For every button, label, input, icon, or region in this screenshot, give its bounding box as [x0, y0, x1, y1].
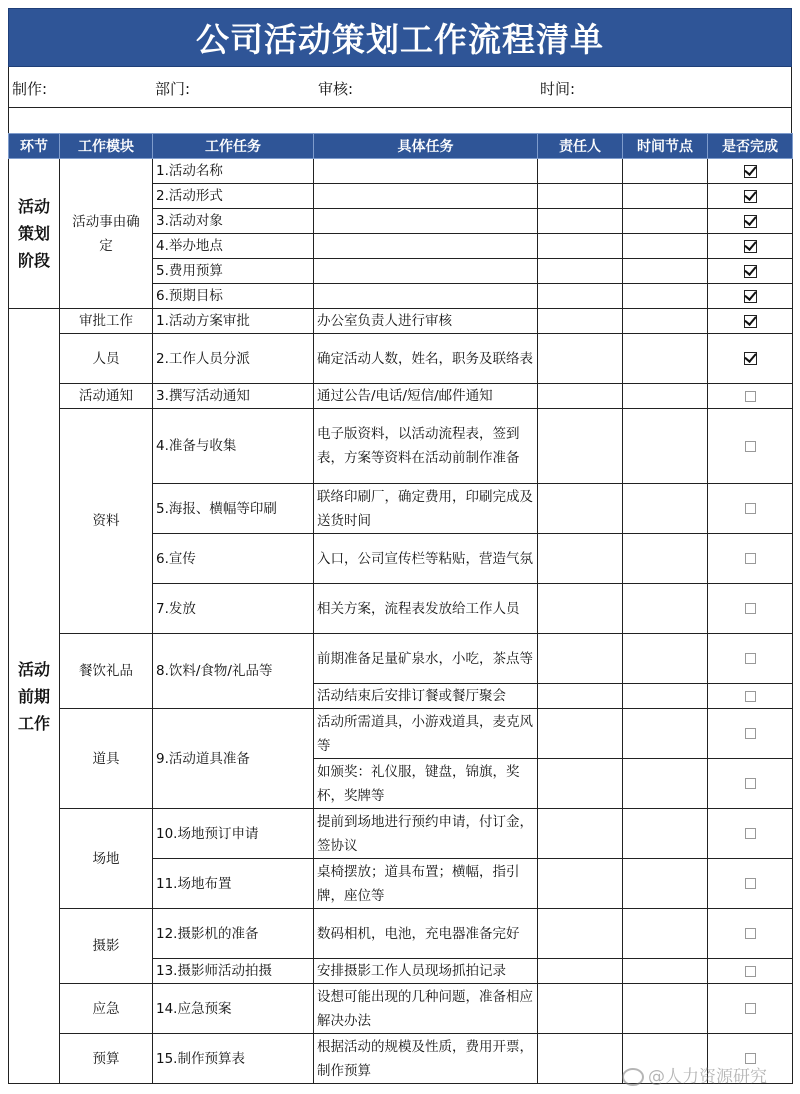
- detail-cell: [314, 259, 538, 284]
- unchecked-checkbox-icon[interactable]: [745, 653, 756, 664]
- task-cell: 2.活动形式: [153, 184, 314, 209]
- owner-cell[interactable]: [538, 259, 623, 284]
- done-cell: [708, 234, 793, 259]
- done-cell: [708, 159, 793, 184]
- done-cell: [708, 534, 793, 584]
- unchecked-checkbox-icon[interactable]: [745, 503, 756, 514]
- detail-cell: 如颁奖：礼仪服，键盘，锦旗，奖杯，奖牌等: [314, 759, 538, 809]
- detail-cell: 联络印刷厂，确定费用，印刷完成及送货时间: [314, 484, 538, 534]
- owner-cell[interactable]: [538, 284, 623, 309]
- maker-label: 制作:: [12, 80, 48, 98]
- checklist-table: [8, 133, 793, 1084]
- unchecked-checkbox-icon[interactable]: [745, 603, 756, 614]
- unchecked-checkbox-icon[interactable]: [745, 878, 756, 889]
- deadline-cell[interactable]: [623, 184, 708, 209]
- checked-checkbox-icon[interactable]: [744, 215, 757, 228]
- table-row: [9, 159, 793, 184]
- checked-checkbox-icon[interactable]: [744, 352, 757, 365]
- detail-cell: 根据活动的规模及性质，费用开票，制作预算: [314, 1034, 538, 1084]
- task-cell: 4.准备与收集: [153, 409, 314, 484]
- detail-cell: [314, 284, 538, 309]
- unchecked-checkbox-icon[interactable]: [745, 1003, 756, 1014]
- module-cell: 活动通知: [60, 384, 153, 409]
- checked-checkbox-icon[interactable]: [744, 265, 757, 278]
- owner-cell[interactable]: [538, 334, 623, 384]
- done-cell: [708, 959, 793, 984]
- unchecked-checkbox-icon[interactable]: [745, 778, 756, 789]
- owner-cell[interactable]: [538, 234, 623, 259]
- table-row: [9, 809, 793, 859]
- dept-label: 部门:: [155, 80, 191, 98]
- owner-cell[interactable]: [538, 959, 623, 984]
- detail-cell: 办公室负责人进行审核: [314, 309, 538, 334]
- owner-cell[interactable]: [538, 709, 623, 759]
- done-cell: [708, 584, 793, 634]
- task-cell: 10.场地预订申请: [153, 809, 314, 859]
- checked-checkbox-icon[interactable]: [744, 290, 757, 303]
- deadline-cell[interactable]: [623, 209, 708, 234]
- task-cell: 5.费用预算: [153, 259, 314, 284]
- task-cell: 9.活动道具准备: [153, 709, 314, 809]
- owner-cell[interactable]: [538, 209, 623, 234]
- table-row: [9, 409, 793, 484]
- owner-cell[interactable]: [538, 684, 623, 709]
- task-cell: 3.活动对象: [153, 209, 314, 234]
- module-cell: 摄影: [60, 909, 153, 984]
- owner-cell[interactable]: [538, 484, 623, 534]
- task-cell: 2.工作人员分派: [153, 334, 314, 384]
- unchecked-checkbox-icon[interactable]: [745, 691, 756, 702]
- module-cell: 活动事由确定: [60, 159, 153, 309]
- owner-cell[interactable]: [538, 634, 623, 684]
- task-cell: 1.活动名称: [153, 159, 314, 184]
- table-row: [9, 309, 793, 334]
- owner-cell[interactable]: [538, 309, 623, 334]
- col-owner: 责任人: [538, 134, 623, 159]
- done-cell: [708, 284, 793, 309]
- checked-checkbox-icon[interactable]: [744, 190, 757, 203]
- deadline-cell[interactable]: [623, 759, 708, 809]
- done-cell: [708, 684, 793, 709]
- detail-cell: 相关方案，流程表发放给工作人员: [314, 584, 538, 634]
- detail-cell: 设想可能出现的几种问题，准备相应解决办法: [314, 984, 538, 1034]
- done-cell: [708, 309, 793, 334]
- task-cell: 1.活动方案审批: [153, 309, 314, 334]
- task-cell: 5.海报、横幅等印刷: [153, 484, 314, 534]
- deadline-cell[interactable]: [623, 284, 708, 309]
- detail-cell: 前期准备足量矿泉水，小吃，茶点等: [314, 634, 538, 684]
- deadline-cell[interactable]: [623, 709, 708, 759]
- module-cell: 审批工作: [60, 309, 153, 334]
- time-label: 时间:: [540, 80, 576, 98]
- module-cell: 场地: [60, 809, 153, 909]
- deadline-cell[interactable]: [623, 959, 708, 984]
- detail-cell: 提前到场地进行预约申请，付订金，签协议: [314, 809, 538, 859]
- deadline-cell[interactable]: [623, 984, 708, 1034]
- detail-cell: [314, 234, 538, 259]
- col-task: 工作任务: [153, 134, 314, 159]
- done-cell: [708, 209, 793, 234]
- detail-cell: 通过公告/电话/短信/邮件通知: [314, 384, 538, 409]
- deadline-cell[interactable]: [623, 409, 708, 484]
- col-done: 是否完成: [708, 134, 793, 159]
- detail-cell: 桌椅摆放；道具布置；横幅，指引牌，座位等: [314, 859, 538, 909]
- task-cell: 13.摄影师活动拍摄: [153, 959, 314, 984]
- unchecked-checkbox-icon[interactable]: [745, 391, 756, 402]
- done-cell: [708, 184, 793, 209]
- detail-cell: 安排摄影工作人员现场抓拍记录: [314, 959, 538, 984]
- checked-checkbox-icon[interactable]: [744, 315, 757, 328]
- checklist-sheet: [8, 8, 792, 1084]
- stage-cell: 活动策划阶段: [9, 159, 60, 309]
- owner-cell[interactable]: [538, 984, 623, 1034]
- owner-cell[interactable]: [538, 1034, 623, 1084]
- table-row: [9, 334, 793, 384]
- unchecked-checkbox-icon[interactable]: [745, 441, 756, 452]
- detail-cell: 数码相机，电池，充电器准备完好: [314, 909, 538, 959]
- module-cell: 预算: [60, 1034, 153, 1084]
- module-cell: 餐饮礼品: [60, 634, 153, 709]
- table-row: [9, 909, 793, 959]
- owner-cell[interactable]: [538, 384, 623, 409]
- deadline-cell[interactable]: [623, 234, 708, 259]
- weibo-icon: [622, 1068, 644, 1086]
- module-cell: 应急: [60, 984, 153, 1034]
- deadline-cell[interactable]: [623, 159, 708, 184]
- task-cell: 14.应急预案: [153, 984, 314, 1034]
- col-deadline: 时间节点: [623, 134, 708, 159]
- deadline-cell[interactable]: [623, 809, 708, 859]
- owner-cell[interactable]: [538, 584, 623, 634]
- task-cell: 7.发放: [153, 584, 314, 634]
- owner-cell[interactable]: [538, 409, 623, 484]
- done-cell: [708, 984, 793, 1034]
- deadline-cell[interactable]: [623, 684, 708, 709]
- done-cell: [708, 259, 793, 284]
- detail-cell: [314, 209, 538, 234]
- deadline-cell[interactable]: [623, 584, 708, 634]
- done-cell: [708, 859, 793, 909]
- done-cell: [708, 384, 793, 409]
- done-cell: [708, 759, 793, 809]
- module-cell: 人员: [60, 334, 153, 384]
- deadline-cell[interactable]: [623, 909, 708, 959]
- table-row: [9, 384, 793, 409]
- unchecked-checkbox-icon[interactable]: [745, 928, 756, 939]
- detail-cell: 确定活动人数，姓名，职务及联络表: [314, 334, 538, 384]
- unchecked-checkbox-icon[interactable]: [745, 966, 756, 977]
- table-row: [9, 709, 793, 759]
- owner-cell[interactable]: [538, 184, 623, 209]
- done-cell: [708, 634, 793, 684]
- detail-cell: [314, 159, 538, 184]
- col-module: 工作模块: [60, 134, 153, 159]
- blank-row: [8, 108, 792, 133]
- table-row: [9, 984, 793, 1034]
- done-cell: [708, 409, 793, 484]
- done-cell: [708, 909, 793, 959]
- deadline-cell[interactable]: [623, 334, 708, 384]
- task-cell: 4.举办地点: [153, 234, 314, 259]
- unchecked-checkbox-icon[interactable]: [745, 553, 756, 564]
- task-cell: 3.撰写活动通知: [153, 384, 314, 409]
- deadline-cell[interactable]: [623, 484, 708, 534]
- stage-cell: 活动前期工作: [9, 309, 60, 1084]
- owner-cell[interactable]: [538, 859, 623, 909]
- done-cell: [708, 809, 793, 859]
- watermark: @人力资源研究: [622, 1062, 767, 1087]
- task-cell: 15.制作预算表: [153, 1034, 314, 1084]
- col-detail: 具体任务: [314, 134, 538, 159]
- owner-cell[interactable]: [538, 809, 623, 859]
- owner-cell[interactable]: [538, 909, 623, 959]
- col-stage: 环节: [9, 134, 60, 159]
- done-cell: [708, 334, 793, 384]
- unchecked-checkbox-icon[interactable]: [745, 728, 756, 739]
- header-row: [9, 134, 793, 159]
- deadline-cell[interactable]: [623, 309, 708, 334]
- done-cell: [708, 709, 793, 759]
- deadline-cell[interactable]: [623, 259, 708, 284]
- module-cell: 资料: [60, 409, 153, 634]
- detail-cell: 电子版资料，以活动流程表，签到表，方案等资料在活动前制作准备: [314, 409, 538, 484]
- detail-cell: [314, 184, 538, 209]
- deadline-cell[interactable]: [623, 384, 708, 409]
- owner-cell[interactable]: [538, 759, 623, 809]
- detail-cell: 活动结束后安排订餐或餐厅聚会: [314, 684, 538, 709]
- detail-cell: 入口，公司宣传栏等粘贴，营造气氛: [314, 534, 538, 584]
- task-cell: 11.场地布置: [153, 859, 314, 909]
- checked-checkbox-icon[interactable]: [744, 240, 757, 253]
- deadline-cell[interactable]: [623, 634, 708, 684]
- done-cell: [708, 484, 793, 534]
- deadline-cell[interactable]: [623, 859, 708, 909]
- owner-cell[interactable]: [538, 159, 623, 184]
- review-label: 审核:: [318, 80, 354, 98]
- checked-checkbox-icon[interactable]: [744, 165, 757, 178]
- owner-cell[interactable]: [538, 534, 623, 584]
- task-cell: 6.宣传: [153, 534, 314, 584]
- detail-cell: 活动所需道具，小游戏道具，麦克风等: [314, 709, 538, 759]
- module-cell: 道具: [60, 709, 153, 809]
- page-title: 公司活动策划工作流程清单: [8, 8, 792, 67]
- deadline-cell[interactable]: [623, 534, 708, 584]
- table-row: [9, 634, 793, 684]
- task-cell: 8.饮料/食物/礼品等: [153, 634, 314, 709]
- info-row: [8, 67, 792, 108]
- task-cell: 6.预期目标: [153, 284, 314, 309]
- task-cell: 12.摄影机的准备: [153, 909, 314, 959]
- unchecked-checkbox-icon[interactable]: [745, 828, 756, 839]
